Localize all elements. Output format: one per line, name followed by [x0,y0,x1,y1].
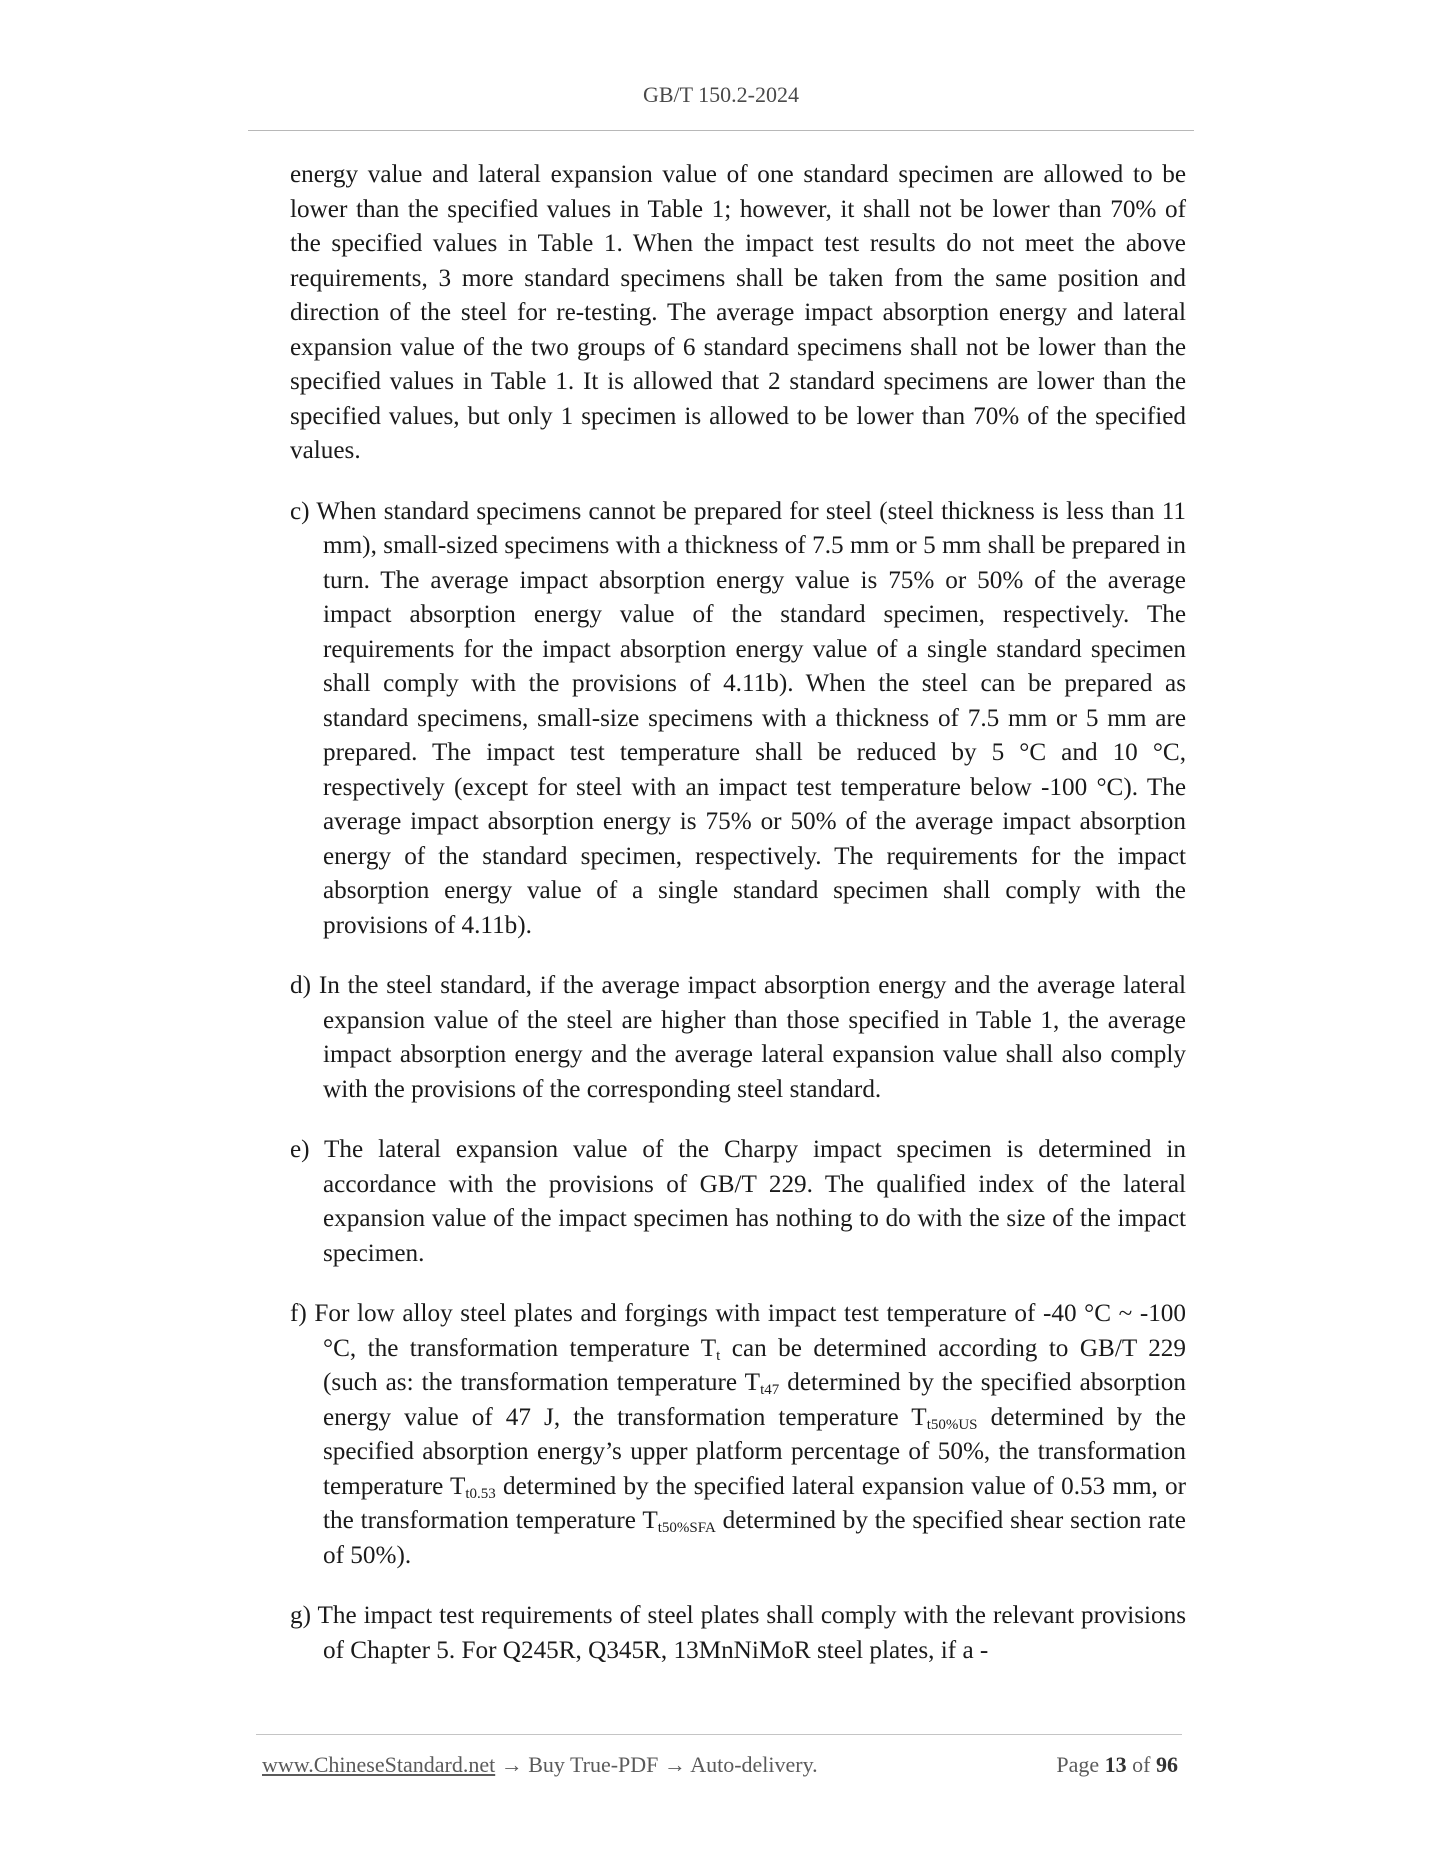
subscript-t50us: t50%US [926,1416,978,1433]
item-f-text-5: determined by the specified lateral expansion value of 0.53 mm, or the transformation temperature T [323,1472,1186,1534]
footer-promo [262,1752,818,1778]
document-body [290,158,1186,1694]
item-f-text-1: f) For low alloy steel plates and forgings with impact test temperature of -40 °C ~ -100 °C, the transformation temperature T [290,1300,1186,1362]
footer-divider [256,1734,1182,1735]
page-label: Page [1056,1752,1100,1777]
paragraph-continuation: energy value and lateral expansion value of one standard specimen are allowed to be lower than the specified values in Table 1; however, it shall not be lower than 70% of the specified values in Table 1. When the impact test results do not meet the above requirements, 3 more standard specimens shall be taken from the same position and direction of the steel for re-testing. The average impact absorption energy and lateral expansion value of the two groups of 6 standard specimens shall not be lower than the specified values in Table 1. It is allowed that 2 standard specimens are lower than the specified values, but only 1 specimen is allowed to be lower than 70% of the specified values. [290,161,1186,464]
of-label: of [1132,1752,1151,1777]
website-link[interactable]: www.ChineseStandard.net [262,1752,496,1777]
total-pages-number: 96 [1156,1752,1178,1777]
current-page-number: 13 [1104,1752,1127,1777]
subscript-t47: t47 [760,1382,780,1398]
item-f-text-4: determined by the specified absorption energy’s upper platform percentage of 50%, the transformation temperature T [323,1403,1186,1500]
item-f-text-2: can be determined according to GB/T 229 (such as: the transformation temperature T [323,1334,1186,1396]
list-item-f [290,1297,1186,1573]
header-title: GB/T 150.2-2024 [642,82,800,107]
header-divider [248,130,1194,131]
list-item-e: e) The lateral expansion value of the Charpy impact specimen is determined in accordance with the provisions of GB/T 229. The qualified index of the lateral expansion value of the impact specimen has nothing to do with the size of the impact specimen. [290,1136,1186,1267]
page-indicator [1056,1752,1178,1778]
subscript-t053: t0.53 [465,1485,496,1502]
list-item-c: c) When standard specimens cannot be prepared for steel (steel thickness is less than 11 mm), small-sized specimens with a thickness of 7.5 mm or 5 mm shall be prepared in turn. The average impact absorption energy value is 75% or 50% of the average impact absorption energy value of the standard specimen, respectively. The requirements for the impact absorption energy value of a single standard specimen shall comply with the provisions of 4.11b). When the steel can be prepared as standard specimens, small-size specimens with a thickness of 7.5 mm or 5 mm are prepared. The impact test temperature shall be reduced by 5 °C and 10 °C, respectively (except for steel with an impact test temperature below -100 °C). The average impact absorption energy is 75% or 50% of the average impact absorption energy of the standard specimen, respectively. The requirements for the impact absorption energy value of a single standard specimen shall comply with the provisions of 4.11b). [290,497,1186,939]
subscript-t50sfa: t50%SFA [657,1520,716,1536]
footer-tagline: → Buy True-PDF → Auto-delivery. [495,1752,818,1777]
list-item-d: d) In the steel standard, if the average impact absorption energy and the average lateral expansion value of the steel are higher than those specified in Table 1, the average impact absorption energy and the average lateral expansion value shall also comply with the provisions of the corresponding steel standard. [290,972,1186,1103]
item-f-text-6: determined by the specified shear section rate of 50%). [323,1507,1186,1569]
subscript-t: t [716,1347,721,1364]
item-f-text-3: determined by the specified absorption energy value of 47 J, the transformation temperature T [323,1369,1186,1431]
list-item-g: g) The impact test requirements of steel plates shall comply with the relevant provisions of Chapter 5. For Q245R, Q345R, 13MnNiMoR steel plates, if a - [290,1602,1186,1664]
page-header [248,82,1194,108]
